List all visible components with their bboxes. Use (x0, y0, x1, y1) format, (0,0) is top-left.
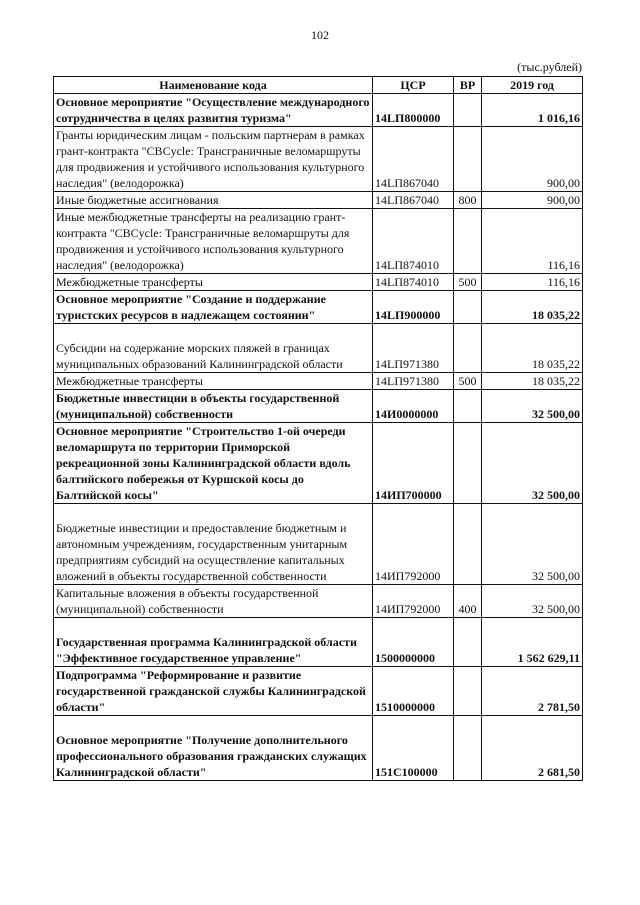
row-vr (454, 209, 482, 274)
row-csr: 14LП874010 (373, 274, 454, 291)
row-vr (454, 324, 482, 373)
table-row (54, 585, 583, 618)
row-vr (454, 667, 482, 716)
table-row (54, 274, 583, 291)
row-vr (454, 423, 482, 504)
row-name-text: Субсидии на содержание морских пляжей в границах муниципальных образований Калининградской области (56, 341, 343, 371)
row-csr: 1510000000 (373, 667, 454, 716)
table-row (54, 209, 583, 274)
budget-table (53, 76, 583, 781)
row-vr: 800 (454, 192, 482, 209)
row-amount: 900,00 (482, 192, 583, 209)
row-amount: 2 781,50 (482, 667, 583, 716)
row-amount: 18 035,22 (482, 291, 583, 324)
row-amount: 18 035,22 (482, 324, 583, 373)
row-name: Основное мероприятие "Создание и поддержание туристских ресурсов в надлежащем состоянии" (54, 291, 373, 324)
row-name (54, 716, 373, 781)
row-csr: 14LП874010 (373, 209, 454, 274)
row-csr: 151С100000 (373, 716, 454, 781)
row-name: Межбюджетные трансферты (54, 274, 373, 291)
row-csr: 14ИП700000 (373, 423, 454, 504)
table-row (54, 618, 583, 667)
row-amount: 32 500,00 (482, 390, 583, 423)
row-csr: 14LП800000 (373, 94, 454, 127)
row-amount: 116,16 (482, 209, 583, 274)
row-csr: 14И0000000 (373, 390, 454, 423)
table-row (54, 291, 583, 324)
row-name: Основное мероприятие "Осуществление международного сотрудничества в целях развития туризма" (54, 94, 373, 127)
table-row (54, 373, 583, 390)
row-name-text: Бюджетные инвестиции и предоставление бюджетным и автономным учреждениям, государственным унитарным предприятиям субсидий на осуществление капитальных вложений в объекты государственной собственности (56, 521, 348, 583)
table-row (54, 192, 583, 209)
row-vr (454, 127, 482, 192)
row-vr (454, 291, 482, 324)
row-amount: 32 500,00 (482, 423, 583, 504)
row-name (54, 504, 373, 585)
row-name-text: Основное мероприятие "Получение дополнительного профессионального образования гражданских служащих Калининградской области" (56, 733, 367, 779)
row-csr: 14ИП792000 (373, 504, 454, 585)
page-number: 102 (311, 28, 329, 42)
row-vr (454, 618, 482, 667)
row-vr: 400 (454, 585, 482, 618)
row-name (54, 618, 373, 667)
row-amount: 1 016,16 (482, 94, 583, 127)
header-year: 2019 год (482, 77, 583, 94)
row-vr (454, 390, 482, 423)
row-csr: 14LП867040 (373, 127, 454, 192)
row-amount: 32 500,00 (482, 585, 583, 618)
table-row (54, 504, 583, 585)
row-name: Капитальные вложения в объекты государственной (муниципальной) собственности (54, 585, 373, 618)
table-row (54, 423, 583, 504)
row-vr (454, 716, 482, 781)
row-name: Гранты юридическим лицам - польским партнерам в рамках грант-контракта "CBCycle: Трансграничные веломаршруты для продвижения и устойчивого использования культурного наследия" (велодорожка) (54, 127, 373, 192)
row-name: Подпрограмма "Реформирование и развитие государственной гражданской службы Калининградской области" (54, 667, 373, 716)
table-row (54, 94, 583, 127)
row-amount: 900,00 (482, 127, 583, 192)
row-csr: 14LП971380 (373, 373, 454, 390)
header-name: Наименование кода (54, 77, 373, 94)
row-name: Иные межбюджетные трансферты на реализацию грант-контракта "CBCycle: Трансграничные веломаршруты для продвижения и устойчивого использования культурного наследия" (велодорожка) (54, 209, 373, 274)
row-name: Иные бюджетные ассигнования (54, 192, 373, 209)
row-name (54, 324, 373, 373)
row-name: Основное мероприятие "Строительство 1-ой очереди веломаршрута по территории Приморской рекреационной зоны Калининградской области вдоль балтийского побережья от Куршской косы до Балтийской косы" (54, 423, 373, 504)
table-row (54, 390, 583, 423)
row-amount: 18 035,22 (482, 373, 583, 390)
row-csr: 14LП900000 (373, 291, 454, 324)
row-name-text: Государственная программа Калининградской области "Эффективное государственное управление" (56, 635, 357, 665)
row-amount: 2 681,50 (482, 716, 583, 781)
row-amount: 1 562 629,11 (482, 618, 583, 667)
row-csr: 14LП971380 (373, 324, 454, 373)
row-csr: 14LП867040 (373, 192, 454, 209)
table-header-row (54, 77, 583, 94)
row-name: Бюджетные инвестиции в объекты государственной (муниципальной) собственности (54, 390, 373, 423)
table-row (54, 324, 583, 373)
row-vr (454, 94, 482, 127)
row-vr (454, 504, 482, 585)
row-vr: 500 (454, 274, 482, 291)
row-name: Межбюджетные трансферты (54, 373, 373, 390)
row-amount: 116,16 (482, 274, 583, 291)
row-amount: 32 500,00 (482, 504, 583, 585)
table-row (54, 667, 583, 716)
row-vr: 500 (454, 373, 482, 390)
table-row (54, 716, 583, 781)
units-label: (тыс.рублей) (517, 60, 582, 74)
header-csr: ЦСР (373, 77, 454, 94)
row-csr: 14ИП792000 (373, 585, 454, 618)
header-vr: ВР (454, 77, 482, 94)
table-row (54, 127, 583, 192)
row-csr: 1500000000 (373, 618, 454, 667)
